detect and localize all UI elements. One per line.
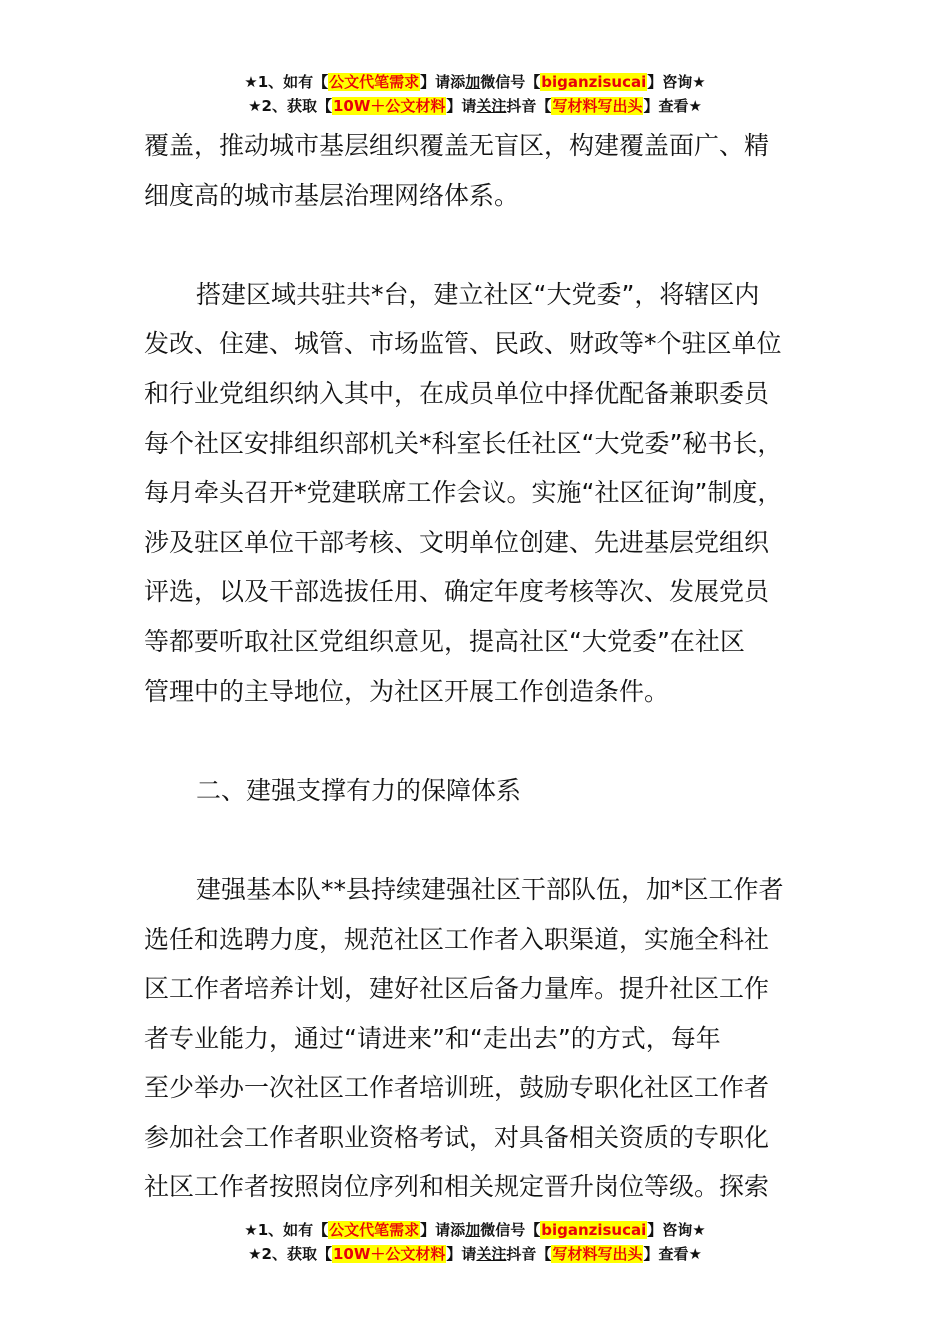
paragraph-team-building: 建强基本队**县持续建强社区干部队伍，加*区工作者 选任和选聘力度，规范社区工作者入职渠道，实施全科社 区工作者培养计划，建好社区后备力量库。提升社区工作 者专业能力，通过“请进来”和“走出去”的方式，每年 至少举办一次社区工作者培训班，鼓励专职化社区工作者 参加社会工作者职业资格考试，对具备相关资质的专职化 社区工作者按照岗位序列和相关规定晋升岗位等级。探索 — [144, 874, 784, 1202]
highlight-ghostwriting: 公文代笔需求 — [329, 1221, 420, 1239]
document-body — [144, 121, 814, 1212]
highlight-materials: 10W＋公文材料 — [332, 1245, 446, 1263]
footer-promo-banner — [0, 1218, 950, 1266]
highlight-materials: 10W＋公文材料 — [332, 97, 446, 115]
highlight-wechat-id: biganzisucai — [541, 1221, 647, 1239]
highlight-wechat-id: biganzisucai — [541, 73, 647, 91]
promo-line-1: ★1、如有【公文代笔需求】请添加微信号【biganzisucai】咨询★ — [244, 73, 706, 91]
highlight-douyin-account: 写材料写出头 — [552, 1245, 643, 1263]
promo-line-1: ★1、如有【公文代笔需求】请添加微信号【biganzisucai】咨询★ — [244, 1221, 706, 1239]
promo-line-2: ★2、获取【10W＋公文材料】请关注抖音【写材料写出头】查看★ — [248, 1245, 702, 1263]
promo-line-2: ★2、获取【10W＋公文材料】请关注抖音【写材料写出头】查看★ — [248, 97, 702, 115]
header-promo-banner — [0, 70, 950, 118]
paragraph-coverage: 覆盖，推动城市基层组织覆盖无盲区，构建覆盖面广、精 细度高的城市基层治理网络体系。 — [144, 131, 770, 210]
section-heading: 二、建强支撑有力的保障体系 — [196, 775, 522, 805]
highlight-ghostwriting: 公文代笔需求 — [329, 73, 420, 91]
highlight-douyin-account: 写材料写出头 — [552, 97, 643, 115]
paragraph-platform: 搭建区域共驻共*台，建立社区“大党委”，将辖区内 发改、住建、城管、市场监管、民政、财政等*个驻区单位 和行业党组织纳入其中，在成员单位中择优配备兼职委员 每个社区安排组织部机关*科室长任社区“大党委”秘书长， 每月牵头召开*党建联席工作会议。实施“社区征询”制度， 涉及驻区单位干部考核、文明单位创建、先进基层党组织 评选，以及干部选拔任用、确定年度考核等次、发展党员 等都要听取社区党组织意见，提高社区“大党委”在社区 管理中的主导地位，为社区开展工作创造条件。 — [144, 279, 783, 706]
